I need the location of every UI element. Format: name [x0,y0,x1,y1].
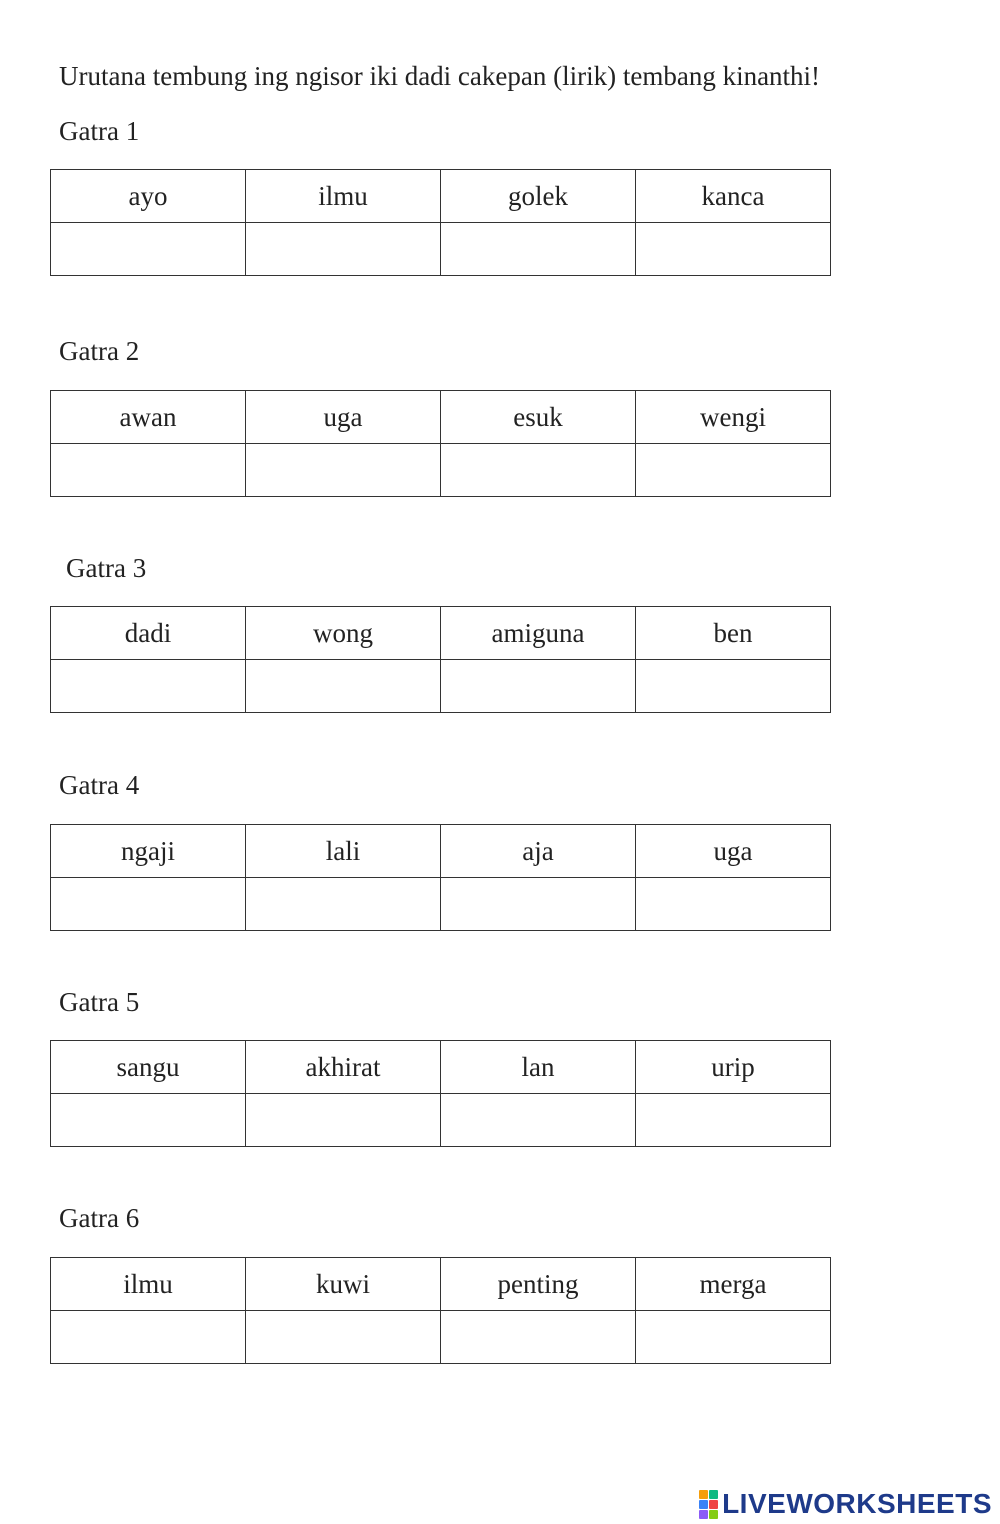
word-cell: uga [636,825,831,878]
answer-cell[interactable] [636,1311,831,1364]
answer-cell[interactable] [636,1094,831,1147]
answer-cell[interactable] [246,1311,441,1364]
answer-cell[interactable] [51,660,246,713]
section-label-2: Gatra 2 [59,336,140,366]
word-cell: lan [441,1041,636,1094]
answer-cell[interactable] [636,878,831,931]
word-cell: kuwi [246,1258,441,1311]
section-label-3: Gatra 3 [66,553,147,583]
word-table-6 [50,1257,831,1364]
word-cell: amiguna [441,607,636,660]
section-label-5: Gatra 5 [59,987,140,1017]
answer-cell[interactable] [51,878,246,931]
word-cell: golek [441,170,636,223]
answer-cell[interactable] [441,660,636,713]
word-cell: uga [246,391,441,444]
answer-cell[interactable] [246,660,441,713]
answer-cell[interactable] [51,223,246,276]
answer-cell[interactable] [441,223,636,276]
word-cell: aja [441,825,636,878]
answer-cell[interactable] [51,1094,246,1147]
answer-cell[interactable] [246,1094,441,1147]
word-cell: ilmu [246,170,441,223]
word-cell: dadi [51,607,246,660]
word-cell: lali [246,825,441,878]
word-cell: akhirat [246,1041,441,1094]
answer-cell[interactable] [636,660,831,713]
word-table-4 [50,824,831,931]
logo-text: LIVEWORKSHEETS [722,1488,992,1519]
word-cell: sangu [51,1041,246,1094]
answer-cell[interactable] [246,878,441,931]
word-cell: penting [441,1258,636,1311]
answer-cell[interactable] [441,444,636,497]
word-cell: merga [636,1258,831,1311]
word-table-3 [50,606,831,713]
answer-cell[interactable] [246,444,441,497]
word-cell: kanca [636,170,831,223]
answer-cell[interactable] [636,444,831,497]
word-cell: esuk [441,391,636,444]
logo-icon [699,1490,718,1519]
word-cell: wong [246,607,441,660]
word-table-1 [50,169,831,276]
word-cell: ngaji [51,825,246,878]
answer-cell[interactable] [51,444,246,497]
answer-cell[interactable] [636,223,831,276]
word-cell: ben [636,607,831,660]
answer-cell[interactable] [441,1094,636,1147]
answer-cell[interactable] [441,1311,636,1364]
instruction-text: Urutana tembung ing ngisor iki dadi cakepan (lirik) tembang kinanthi! [59,61,821,91]
liveworksheets-logo [699,1486,992,1522]
section-label-4: Gatra 4 [59,770,140,800]
section-label-6: Gatra 6 [59,1203,140,1233]
word-table-2 [50,390,831,497]
word-table-5 [50,1040,831,1147]
word-cell: awan [51,391,246,444]
word-cell: ilmu [51,1258,246,1311]
section-label-1: Gatra 1 [59,116,140,146]
word-cell: urip [636,1041,831,1094]
word-cell: wengi [636,391,831,444]
word-cell: ayo [51,170,246,223]
answer-cell[interactable] [246,223,441,276]
answer-cell[interactable] [441,878,636,931]
answer-cell[interactable] [51,1311,246,1364]
